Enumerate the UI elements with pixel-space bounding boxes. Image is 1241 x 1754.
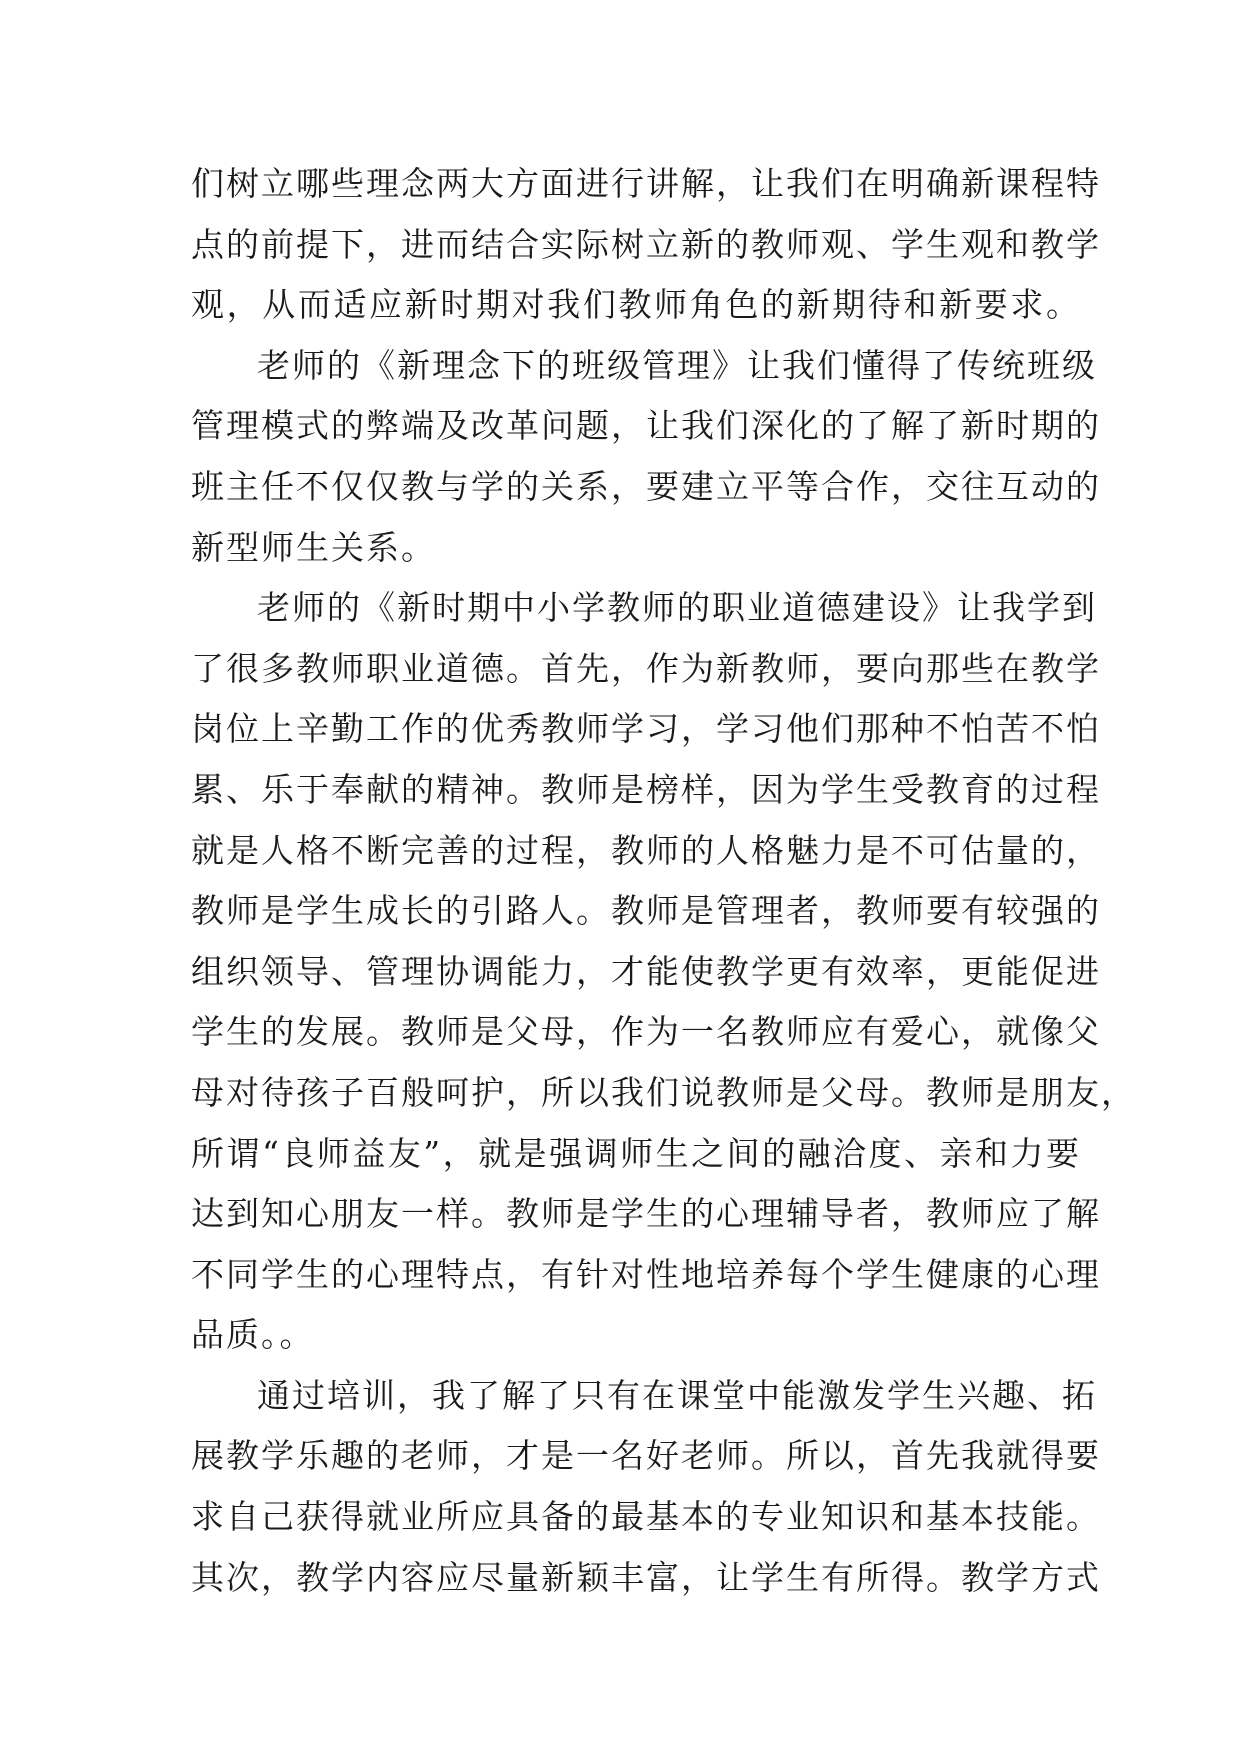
text-line: 展教学乐趣的老师，才是一名好老师。所以，首先我就得要 (191, 1436, 1101, 1476)
text-line: 累、乐于奉献的精神。教师是榜样，因为学生受教育的过程 (191, 769, 1101, 809)
text-line: 其次，教学内容应尽量新颖丰富，让学生有所得。教学方式 (191, 1557, 1101, 1597)
text-line: 们树立哪些理念两大方面进行讲解，让我们在明确新课程特 (191, 164, 1101, 203)
text-line: 不同学生的心理特点，有针对性地培养每个学生健康的心理 (191, 1254, 1101, 1294)
paragraph-first-line: 老师的《新理念下的班级管理》让我们懂得了传统班级 (257, 345, 1097, 385)
text-line: 学生的发展。教师是父母，作为一名教师应有爱心，就像父 (191, 1012, 1101, 1052)
text-line: 母对待孩子百般呵护，所以我们说教师是父母。教师是朋友， (191, 1072, 1136, 1112)
document-body (191, 154, 1136, 1608)
paragraph-first-line: 老师的《新时期中小学教师的职业道德建设》让我学到 (257, 588, 1097, 628)
text-line: 求自己获得就业所应具备的最基本的专业知识和基本技能。 (191, 1497, 1101, 1537)
text-line: 教师是学生成长的引路人。教师是管理者，教师要有较强的 (191, 891, 1101, 931)
text-line: 品质。。 (191, 1315, 315, 1355)
text-line: 所谓“良师益友”，就是强调师生之间的融洽度、亲和力要 (191, 1133, 1081, 1173)
text-line: 了很多教师职业道德。首先，作为新教师，要向那些在教学 (191, 648, 1101, 688)
text-line: 就是人格不断完善的过程，教师的人格魅力是不可估量的， (191, 830, 1101, 870)
text-line: 组织领导、管理协调能力，才能使教学更有效率，更能促进 (191, 951, 1101, 991)
text-line: 点的前提下，进而结合实际树立新的教师观、学生观和教学 (191, 224, 1101, 264)
text-line: 班主任不仅仅教与学的关系，要建立平等合作，交往互动的 (191, 466, 1101, 506)
text-line: 观，从而适应新时期对我们教师角色的新期待和新要求。 (191, 285, 1081, 325)
text-line: 新型师生关系。 (191, 527, 436, 567)
paragraph-first-line: 通过培训，我了解了只有在课堂中能激发学生兴趣、拓 (257, 1375, 1097, 1415)
text-line: 达到知心朋友一样。教师是学生的心理辅导者，教师应了解 (191, 1194, 1101, 1234)
text-line: 管理模式的弊端及改革问题，让我们深化的了解了新时期的 (191, 406, 1101, 446)
text-line: 岗位上辛勤工作的优秀教师学习，学习他们那种不怕苦不怕 (191, 709, 1101, 749)
